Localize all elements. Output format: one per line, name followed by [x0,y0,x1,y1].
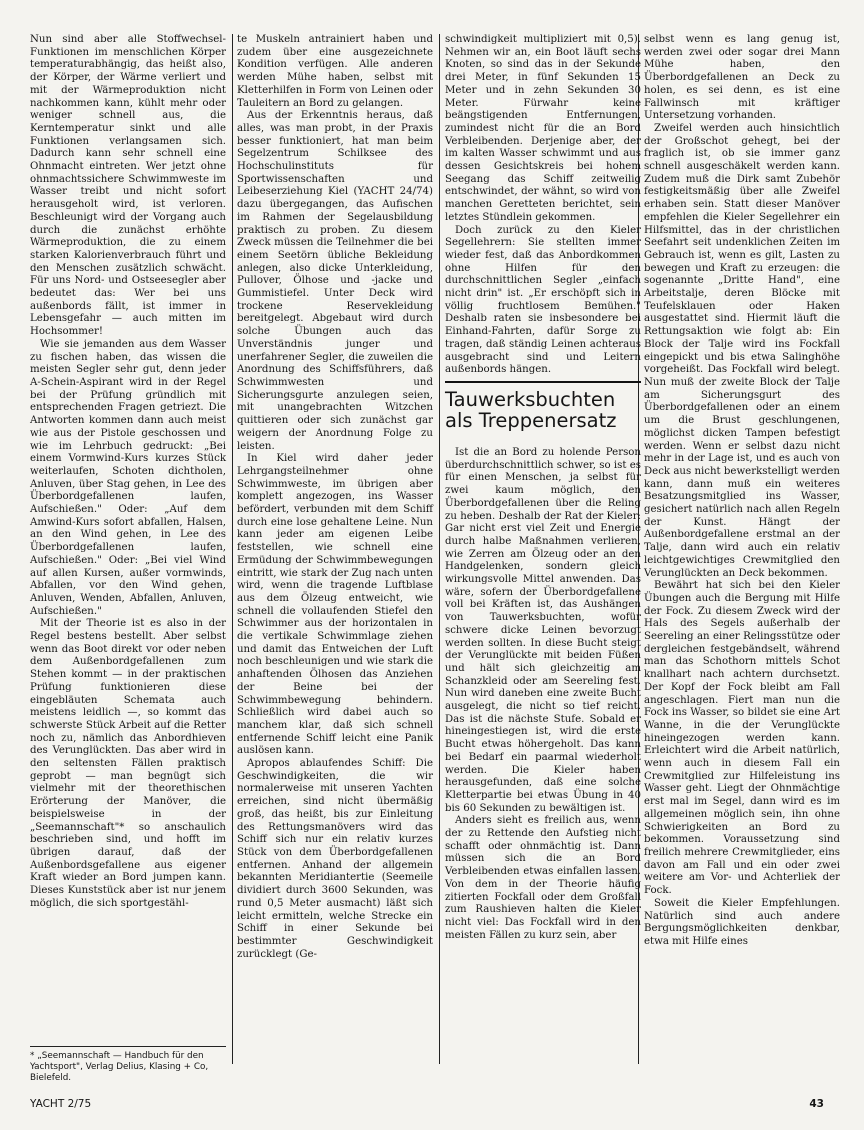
magazine-issue-label: YACHT 2/75 [30,1098,92,1110]
paragraph: schwindigkeit multipliziert mit 0,5). Nehmen wir an, ein Boot läuft sechs Knoten, so sind das in der Sekunde drei Meter, in fünf Sekunden 15 Meter und in zehn Sekunden 30 Meter. Fürwahr keine beängstigenden Entfernungen, zumindest nicht für die an Bord Verbleibenden. Derjenige aber, der im kalten Wasser schwimmt und aus dessen Gesichtskreis bei hohem Seegang das Schiff zeitweilig entschwindet, der wähnt, so wird von manchen Geretteten berichtet, sein letztes Stündlein gekommen. [445,34,641,223]
text-column-4 [644,34,840,949]
text-column-3 [445,34,641,942]
column-rule-2 [439,34,440,1064]
paragraph: selbst wenn es lang genug ist, werden zwei oder sogar drei Mann Mühe haben, den Überbordgefallenen an Deck zu holen, es sei denn, es ist eine Fallwinsch mit kräftiger Untersetzung vorhanden. [644,34,840,122]
text-column-1 [30,34,226,911]
paragraph: Aus der Erkenntnis heraus, daß alles, was man probt, in der Praxis besser funktioniert, hat man beim Segelzentrum Schilksee des Hochschulinstituts für Sportwissenschaften und Leibeserziehung Kiel (YACHT 24/74) dazu übergegangen, das Aufischen im Rahmen der Segelausbildung praktisch zu proben. Zu diesem Zweck müssen die Teilnehmer die bei einem Seetörn übliche Bekleidung anlegen, also dicke Unterkleidung, Pullover, Ölhose und -jacke und Gummistiefel. Unter Deck wird trockene Reservekleidung bereitgelegt. Abgebaut wird durch solche Übungen auch das Unverständnis junger und unerfahrener Segler, die zuweilen die Anordnung des Schiffsführers, daß Schwimmwesten und Sicherungsgurte anzulegen seien, mit unangebrachten Witzchen quittieren oder sich zunächst gar weigern der Anordnung Folge zu leisten. [237,110,433,452]
text-column-2 [237,34,433,961]
page-number: 43 [809,1098,824,1110]
column-rule-1 [232,34,233,1064]
paragraph: Nun sind aber alle Stoffwechsel-Funktionen im menschlichen Körper temperaturabhängig, das heißt also, der Körper, der Wärme verliert und mit der Wärmeproduktion nicht nachkommen kann, kühlt mehr oder weniger schnell aus, die Kerntemperatur sinkt und alle Funktionen verlangsamen sich. Dadurch kann sehr schnell eine Ohnmacht eintreten. Wer jetzt ohne ohnmachtssichere Schwimmweste im Wasser treibt und nicht sofort herausgeholt wird, ist verloren. Beschleunigt wird der Vorgang auch durch die zunächst erhöhte Wärmeproduktion, die zu einem starken Kalorienverbrauch führt und den Menschen zusätzlich schwächt. Für uns Nord- und Ostseesegler aber bedeutet das: Wer bei uns außenbords fällt, ist immer in Lebensgefahr — auch mitten im Hochsommer! [30,34,226,338]
paragraph: Bewährt hat sich bei den Kieler Übungen auch die Bergung mit Hilfe der Fock. Zu diesem Zweck wird der Hals des Segels außerhalb der Seereling an einer Relingsstütze oder dergleichen festgebändselt, während man das Schothorn mittels Schot knallhart nach achtern durchsetzt. Der Kopf der Fock bleibt am Fall angeschlagen. Fiert man nun die Fock ins Wasser, so bildet sie eine Art Wanne, in die der Verunglückte hineingezogen werden kann. Erleichtert wird die Arbeit natürlich, wenn auch in diesem Fall ein Crewmitglied zur Hilfeleistung ins Wasser geht. Liegt der Ohnmächtige erst mal im Segel, dann wird es im allgemeinen möglich sein, ihn ohne Schwierigkeiten an Bord zu bekommen. Voraussetzung sind freilich mehrere Crewmitglieder, eins davon am Fall und ein oder zwei weitere am Vor- und Achterliek der Fock. [644,580,840,897]
paragraph: te Muskeln antrainiert haben und zudem über eine ausgezeichnete Kondition verfügen. Alle anderen werden Mühe haben, selbst mit Kletterhilfen in Form von Leinen oder Tauleitern an Bord zu gelangen. [237,34,433,109]
paragraph: Soweit die Kieler Empfehlungen. Natürlich sind auch andere Bergungsmöglichkeiten denkbar, etwa mit Hilfe eines [644,897,840,947]
footnote: * „Seemannschaft — Handbuch für den Yachtsport", Verlag Delius, Klasing + Co, Bielefeld. [30,1046,226,1084]
paragraph: Ist die an Bord zu holende Person überdurchschnittlich schwer, so ist es für einen Menschen, ja selbst für zwei kaum möglich, den Überbordgefallenen über die Reling zu heben. Deshalb der Rat der Kieler: Gar nicht erst viel Zeit und Energie durch halbe Maßnahmen verlieren, wie Zerren am Ölzeug oder an den Handgelenken, sondern gleich wirkungsvolle Mittel anwenden. Das wäre, sofern der Überbordgefallene voll bei Kräften ist, das Aushängen von Tauwerksbuchten, wofür schwere dicke Leinen bevorzugt werden sollten. In diese Bucht steigt der Verunglückte mit beiden Füßen und hält sich gleichzeitig am Schanzkleid oder am Seereling fest. Nun wird daneben eine zweite Bucht ausgelegt, die nicht so tief reicht. Das ist die nächste Stufe. Sobald er hineingestiegen ist, wird die erste Bucht etwas höhergeholt. Das kann bei Bedarf ein paarmal wiederholt werden. Die Kieler haben herausgefunden, daß eine solche Kletterpartie bei etwas Übung in 40 bis 60 Sekunden zu bewältigen ist. [445,446,641,814]
paragraph: Wie sie jemanden aus dem Wasser zu fischen haben, das wissen die meisten Segler sehr gut, denn jeder A-Schein-Aspirant wird in der Regel bei der Prüfung gründlich mit entsprechenden Fragen getriezt. Die Antworten kommen dann auch meist wie aus der Pistole geschossen und wie im Lehrbuch gedruckt: „Bei einem Vormwind-Kurs kurzes Stück weiterlaufen, Schoten dichtholen, Anluven, über Stag gehen, in Lee des Überbordgefallenen laufen, Aufschießen." Oder: „Auf dem Amwind-Kurs sofort abfallen, Halsen, an den Wind gehen, in Lee des Überbordgefallenen laufen, Aufschießen." Oder: „Bei viel Wind auf allen Kursen, außer vormwinds, Abfallen, vor den Wind gehen, Anluven, Wenden, Abfallen, Anluven, Aufschießen." [30,338,226,617]
paragraph: Doch zurück zu den Kieler Segellehrern: Sie stellten immer wieder fest, daß das Anbordkommen ohne Hilfen für den durchschnittlichen Segler „einfach nicht drin" ist. „Er erschöpft sich in völlig fruchtlosem Bemühen." Deshalb raten sie insbesondere bei Einhand-Fahrten, dafür Sorge zu tragen, daß ständig Leinen achteraus ausgebracht sind und Leitern außenbords hängen. [445,224,641,376]
paragraph: Zweifel werden auch hinsichtlich der Großschot gehegt, bei der fraglich ist, ob sie immer ganz schnell ausgeschäkelt werden kann. Zudem muß die Dirk samt Zubehör festigkeitsmäßig über alle Zweifel erhaben sein. Statt dieser Manöver empfehlen die Kieler Segellehrer ein Hilfsmittel, das in der christlichen Seefahrt seit undenklichen Zeiten im Gebrauch ist, wenn es gilt, Lasten zu bewegen und Kraft zu erzeugen: die sogenannte „Dritte Hand", eine Arbeitstalje, deren Blöcke mit Teufelsklauen oder Haken ausgestattet sind. Hiermit läuft die Rettungsaktion wie folgt ab: Ein Block der Talje wird ins Fockfall eingepickt und bis etwa Salinghöhe vorgeheißt. Das Fockfall wird belegt. Nun muß der zweite Block der Talje am Sicherungsgurt des Überbordgefallenen oder an einem um die Brust geschlungenen, möglichst dicken Tampen befestigt werden. Wenn er selbst dazu nicht mehr in der Lage ist, und es auch von Deck aus nicht bewerkstelligt werden kann, dann muß ein weiteres Besatzungsmitglied ins Wasser, gesichert natürlich nach allen Regeln der Kunst. Hängt der Außenbordgefallene erstmal an der Talje, dann wird auch ein relativ leichtgewichtiges Crewmitglied den Verunglückten an Deck bekommen. [644,122,840,579]
paragraph: Mit der Theorie ist es also in der Regel bestens bestellt. Aber selbst wenn das Boot direkt vor oder neben dem Außenbordgefallenen zum Stehen kommt — in der praktischen Prüfung funktionieren diese eingebläuten Schemata auch meistens leidlich —, so kommt das schwerste Stück Arbeit auf die Retter noch zu, nämlich das Anbordhieven des Verunglückten. Das aber wird in den seltensten Fällen praktisch geprobt — man begnügt sich vielmehr mit der theorethischen Erörterung der Manöver, die beispielsweise in der „Seemannschaft"* so anschaulich beschrieben sind, und hofft im übrigen darauf, daß der Außenbordsgefallene aus eigener Kraft wieder an Bord jumpen kann. Dieses Kunststück aber ist nur jenem möglich, die sich sportgestähl- [30,618,226,909]
paragraph: Anders sieht es freilich aus, wenn der zu Rettende den Aufstieg nicht schafft oder ohnmächtig ist. Dann müssen sich die an Bord Verbleibenden etwas einfallen lassen. Von dem in der Theorie häufig zitierten Fockfall oder dem Großfall zum Raushieven halten die Kieler nicht viel: Das Fockfall wird in den meisten Fällen zu kurz sein, aber [445,815,641,941]
section-headline: Tauwerksbuchten als Treppenersatz [445,381,641,439]
paragraph: Apropos ablaufendes Schiff: Die Geschwindigkeiten, die wir normalerweise mit unseren Yachten erreichen, sind nicht übermäßig groß, das heißt, bis zur Einleitung des Rettungsmanövers wird das Schiff sich nur ein relativ kurzes Stück von dem Überbordgefallenen entfernen. Anhand der allgemein bekannten Meridiantertie (Seemeile dividiert durch 3600 Sekunden, was rund 0,5 Meter ausmacht) läßt sich leicht ermitteln, welche Strecke ein Schiff in einer Sekunde bei bestimmter Geschwindigkeit zurücklegt (Ge- [237,758,433,960]
paragraph: In Kiel wird daher jeder Lehrgangsteilnehmer ohne Schwimmweste, im übrigen aber komplett angezogen, ins Wasser befördert, verbunden mit dem Schiff durch eine lose gehaltene Leine. Nun kann jeder am eigenen Leibe feststellen, wie schnell eine Ermüdung der Schwimmbewegungen eintritt, wie stark der Zug nach unten wird, wenn die tragende Luftblase aus dem Ölzeug entweicht, wie schnell die vollaufenden Stiefel den Schwimmer aus der horizontalen in die vertikale Schwimmlage ziehen und damit das Entweichen der Luft noch beschleunigen und wie stark die anhaftenden Ölhosen das Anziehen der Beine bei der Schwimmbewegung behindern. Schließlich wird dabei auch so manchem klar, daß sich schnell entfernende Schiff leicht eine Panik auslösen kann. [237,453,433,757]
